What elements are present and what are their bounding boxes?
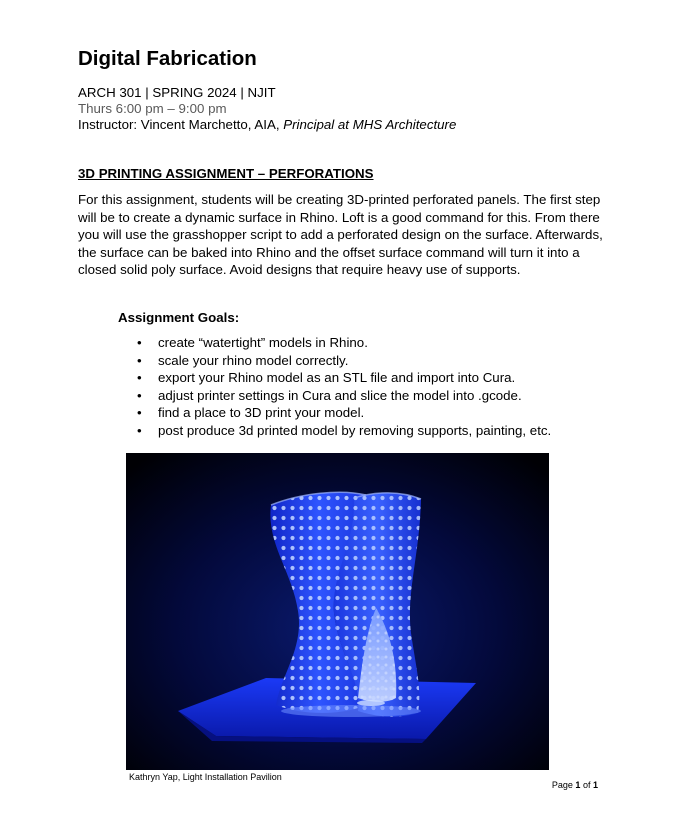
goal-text: export your Rhino model as an STL file and import into Cura. — [158, 370, 516, 385]
goal-item — [118, 387, 551, 405]
assignment-description: For this assignment, students will be creating 3D-printed perforated panels. The first step will be to create a dynamic surface in Rhino. Loft is a good command for this. From there you will use the grasshopper script to add a perforated design on the surface. Afterwards, the surface can be baked into Rhino and the offset surface command will turn it into a closed solid poly surface. Avoid designs that require heavy use of supports. — [78, 192, 603, 277]
instructor-role: Principal at MHS Architecture — [283, 117, 457, 132]
photo-caption: Kathryn Yap, Light Installation Pavilion — [129, 772, 282, 782]
page-total: 1 — [592, 780, 598, 790]
bullet-icon: • — [137, 387, 142, 403]
time-line: Thurs 6:00 pm – 9:00 pm — [78, 101, 227, 116]
goal-text: find a place to 3D print your model. — [158, 405, 365, 420]
goal-item — [118, 404, 551, 422]
page-of: of — [582, 780, 591, 790]
course-line: ARCH 301 | SPRING 2024 | NJIT — [78, 85, 276, 100]
goal-text: scale your rhino model correctly. — [158, 352, 349, 368]
instructor-line — [78, 117, 456, 133]
page-number — [552, 780, 598, 790]
goal-text: post produce 3d printed model by removing supports, painting, etc. — [158, 422, 552, 438]
bullet-icon: • — [137, 370, 142, 385]
pavilion-photo — [126, 453, 549, 770]
goals-heading: Assignment Goals: — [118, 310, 240, 325]
goal-text: adjust printer settings in Cura and slice the model into .gcode. — [158, 387, 522, 403]
page-word: Page — [551, 780, 573, 790]
course-info — [78, 85, 456, 133]
goal-text: create “watertight” models in Rhino. — [158, 335, 368, 350]
page-current: 1 — [575, 780, 581, 790]
goal-item — [118, 352, 551, 370]
goal-item — [118, 422, 551, 440]
goal-item — [118, 369, 551, 387]
pavilion-illustration — [126, 453, 549, 770]
goal-item — [118, 334, 551, 352]
bullet-icon: • — [137, 352, 142, 368]
document-title: Digital Fabrication — [78, 47, 257, 70]
instructor-name: Instructor: Vincent Marchetto, AIA, — [78, 117, 284, 132]
bullet-icon: • — [137, 335, 142, 350]
goals-list — [118, 334, 551, 439]
bullet-icon: • — [137, 422, 142, 438]
bullet-icon: • — [137, 405, 142, 420]
assignment-heading: 3D PRINTING ASSIGNMENT – PERFORATIONS — [78, 166, 374, 181]
